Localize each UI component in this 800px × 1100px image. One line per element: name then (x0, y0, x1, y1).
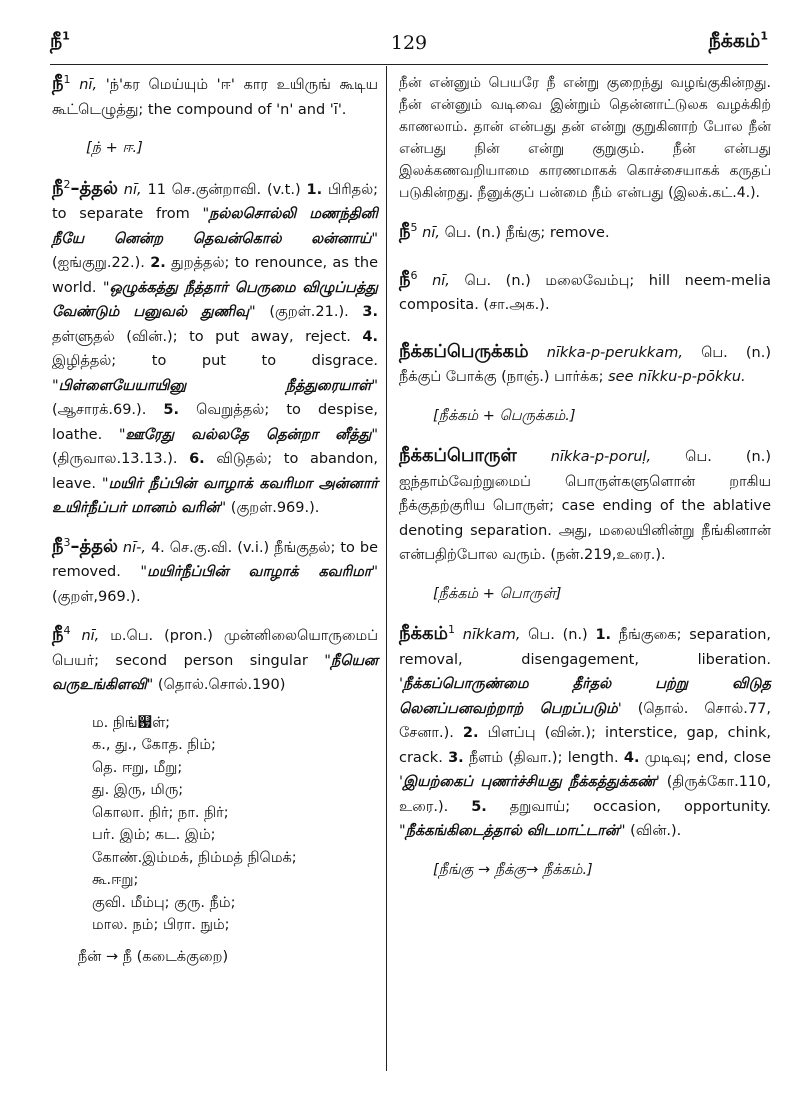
cognate-line: ம. நிங்஗ள்; (92, 714, 171, 731)
entry-nee-1 (52, 72, 378, 122)
cross-reference: see nīkku-p-pōkku. (608, 369, 746, 385)
sense-number: 3. (362, 304, 378, 320)
definition: பெ. (n.) நீங்கு; remove. (439, 225, 610, 241)
sense-text: வெறுத்தல்; to despise, loathe. " (52, 402, 378, 443)
citation: " (ஐங்குறு.22.). (52, 230, 378, 271)
headword-sup: 6 (410, 268, 418, 282)
sense-number: 4. (362, 328, 378, 345)
left-column (52, 72, 378, 969)
cognate-line: மால. நம்; பிரா. நும்; (92, 917, 230, 933)
headword-sup: 5 (410, 221, 418, 235)
entry-neekka-p-perukkam (399, 340, 771, 390)
transliteration: nīkkam, (462, 627, 521, 643)
quotation: மயிர் நீப்பின் வாழாக் கவரிமா அன்னார் உயிர்நீப்பர் மானம் வரின் (52, 475, 378, 516)
header-right-guideword: நீக்கம்$^1$ (708, 29, 768, 52)
sense-number: 3. (448, 749, 464, 766)
citation: ' (திருக்கோ.110, உரை.). (399, 774, 771, 815)
headword: நீக்கப்பெருக்கம் (399, 340, 529, 362)
headword-sup: 3 (63, 535, 71, 549)
sense-number: 1. (595, 627, 612, 643)
headword: நீ (52, 73, 64, 94)
headword-sup: 4 (63, 624, 71, 638)
header-left-sup: 1 (62, 29, 70, 43)
citation: " (குறள்.969.). (219, 500, 320, 516)
headword-sup: 2 (63, 177, 71, 191)
transliteration: nīkka-p-poruḷ, (550, 449, 652, 465)
sense-text: முடிவு; end, close ' (399, 749, 771, 790)
entry-nee-4 (52, 623, 378, 698)
derivation: நீன் → நீ (கடைக்குறை) (78, 948, 229, 965)
quotation: ஊரேது வல்லதே தென்றா னீத்து (125, 426, 372, 443)
sense-number: 5. (163, 402, 180, 418)
quotation: நல்லசொல்லி மணந்தினி நீயே னென்ற தெவன்கொல் லன்னாய் (52, 206, 378, 247)
citation: " (குறள்,969.). (52, 564, 379, 605)
transliteration: nī, (123, 181, 142, 198)
entry-nee-2 (52, 177, 378, 521)
citation: " (திருவால.13.13.). (52, 426, 378, 467)
citation: " (குறள்.21.). (249, 304, 363, 320)
entry-nee-3 (52, 535, 378, 610)
headword: நீ (52, 624, 64, 645)
sense-number: 2. (462, 725, 479, 741)
transliteration: nī, (422, 225, 440, 241)
definition: 4. செ.கு.வி. (v.i.) நீங்குதல்; to be removed. " (52, 539, 378, 580)
grammar-label: 11 செ.குன்றாவி. (v.t.) (141, 181, 307, 198)
headword: நீக்கப்பொருள் (399, 445, 517, 466)
sense-text: பிரிதல்; to separate from " (52, 181, 378, 222)
header-left-guideword: நீ$^1$ (50, 29, 70, 52)
headword-suffix: –த்தல் (70, 177, 118, 199)
cognate-line: கூ.ஈறு; (92, 872, 139, 888)
entry-neekkam-1 (399, 622, 771, 844)
citation: " (வின்.). (618, 823, 682, 839)
right-column (399, 72, 771, 898)
sense-text: தறுவாய்; occasion, opportunity. " (399, 798, 771, 839)
cognate-line: தெ. ஈறு, மீறு; (92, 759, 183, 776)
headword-sup: 1 (448, 623, 456, 637)
etymology: [நீக்கம் + பொருள்] (433, 585, 562, 602)
sense-text: நீங்குகை; separation, removal, disengagement, liberation. ' (399, 627, 772, 692)
cognates-list (92, 712, 378, 937)
entry-neekka-p-porul (399, 444, 771, 568)
etymology: [ந் + ஈ.] (86, 140, 143, 156)
sense-text: பிளப்பு (வின்.); interstice, gap, chink, crack. (399, 725, 771, 766)
cognate-line: பர். இம்; கட. இம்; (92, 827, 216, 843)
entry-nee-5 (399, 220, 771, 246)
grammar-label: பெ. (n.) (520, 627, 596, 643)
cognate-line: க., து., கோத. நிம்; (92, 737, 216, 753)
header-right-sup: 1 (760, 29, 768, 43)
quotation: நீக்கப்பொருண்மை தீர்தல் பற்று விடுத லெனப்பனவற்றாற் பெறப்படும் (399, 676, 771, 717)
citation: ' (தொல். சொல்.77, சேனா.). (399, 700, 771, 741)
quotation: ஒழுக்கத்து நீத்தார் பெருமை விழுப்பத்து வேண்டும் பனுவல் துணிவு (52, 279, 378, 320)
sense-text: துறத்தல்; to renounce, as the world. " (52, 255, 378, 296)
continuation-paragraph: நீன் என்னும் பெயரே நீ என்று குறைந்து வழங்குகின்றது. நீன் என்னும் வடிவை இன்றும் தென்னாட்டுலக வழக்கிற் காணலாம். தான் என்பது தன் என்று குறுகினாற் போல நீன் என்பது நின் என்று குறுகும். நீன் என்பது இலக்கணவறியாமை காரணமாகக் கொச்சையாகக் கருதப் படுகின்றது. நீனுக்குப் பன்மை நீம் என்பது (இலக்.கட்.4.). (399, 75, 771, 201)
cognate-line: து. இரு, மிரு; (92, 782, 184, 798)
definition: பெ. (n.) நீக்குப் போக்கு (நாஞ்.) பார்க்க; (399, 344, 771, 385)
etymology: [நீக்கம் + பெருக்கம்.] (433, 407, 576, 424)
entry-nee-6 (399, 268, 771, 318)
column-divider (386, 66, 387, 1071)
definition: ம.பெ. (pron.) முன்னிலையொருமைப் பெயர்; second person singular " (52, 628, 379, 669)
transliteration: nī, (81, 628, 100, 644)
page-number: 129 (390, 32, 428, 54)
cognate-line: கொலா. நிர்; நா. நிர்; (92, 804, 229, 821)
sense-text: விடுதல்; to abandon, leave. " (52, 451, 378, 492)
definition: பெ. (n.) ஐந்தாம்வேற்றுமைப் பொருள்களுளொன் றாகிய நீக்குதற்குரிய பொருள்; case ending of the ablative denoting separation. அது, மலையினின்று நீங்கினான் என்பதிற்போல வரும். (நன்.219,உரை.). (399, 449, 771, 563)
quotation: பிள்ளையேயாயினு நீத்துரையாள் (58, 377, 372, 394)
definition: பெ. (n.) மலைவேம்பு; hill neem-melia composita. (சா.அக.). (399, 272, 772, 313)
citation: " (தொல்.சொல்.190) (146, 677, 286, 693)
transliteration: nī-, (122, 539, 146, 556)
quotation: நீக்கங்கிடைத்தால் விடமாட்டான் (405, 823, 619, 839)
sense-number: 4. (623, 749, 640, 766)
headword: நீக்கம் (399, 623, 449, 644)
sense-number: 6. (189, 451, 205, 467)
transliteration: nī, (432, 272, 450, 289)
transliteration: nī, (79, 77, 98, 93)
headword-suffix: –த்தல் (70, 535, 118, 557)
transliteration: nīkka-p-perukkam, (546, 344, 683, 361)
sense-number: 1. (306, 181, 323, 198)
sense-number: 2. (150, 255, 166, 271)
headword: நீ (52, 177, 64, 199)
quotation: இயற்கைப் புணர்ச்சியது நீக்கத்துக்கண் (403, 774, 656, 790)
citation: " (ஆசாரக்.69.). (52, 377, 378, 418)
sense-text: இழித்தல்; to put to disgrace. " (52, 353, 378, 394)
cognate-line: கோண்.இம்மக், நிம்மத் நிமெக்; (92, 849, 297, 866)
sense-text: நீளம் (திவா.); length. (463, 749, 624, 766)
quotation: மயிர்நீப்பின் வாழாக் கவரிமா (147, 564, 372, 580)
headword: நீ (399, 221, 411, 242)
sense-text: தள்ளுதல் (வின்.); to put away, reject. (52, 328, 363, 345)
cognate-line: குவி. மீம்பு; குரு. நீம்; (92, 894, 236, 911)
headword-sup: 1 (63, 73, 71, 87)
page-header (50, 30, 768, 60)
headword: நீ (399, 268, 411, 290)
header-rule (50, 64, 768, 65)
etymology: [நீங்கு → நீக்கு→ நீக்கம்.] (433, 861, 593, 878)
headword: நீ (52, 535, 64, 557)
sense-number: 5. (471, 798, 487, 815)
definition: 'ந்'கர மெய்யும் 'ஈ' கார உயிருங் கூடிய கூட்டெழுத்து; the compound of 'n' and 'ī'. (52, 77, 378, 118)
quotation: நீயென வருஉங்கிளவி (52, 652, 378, 693)
